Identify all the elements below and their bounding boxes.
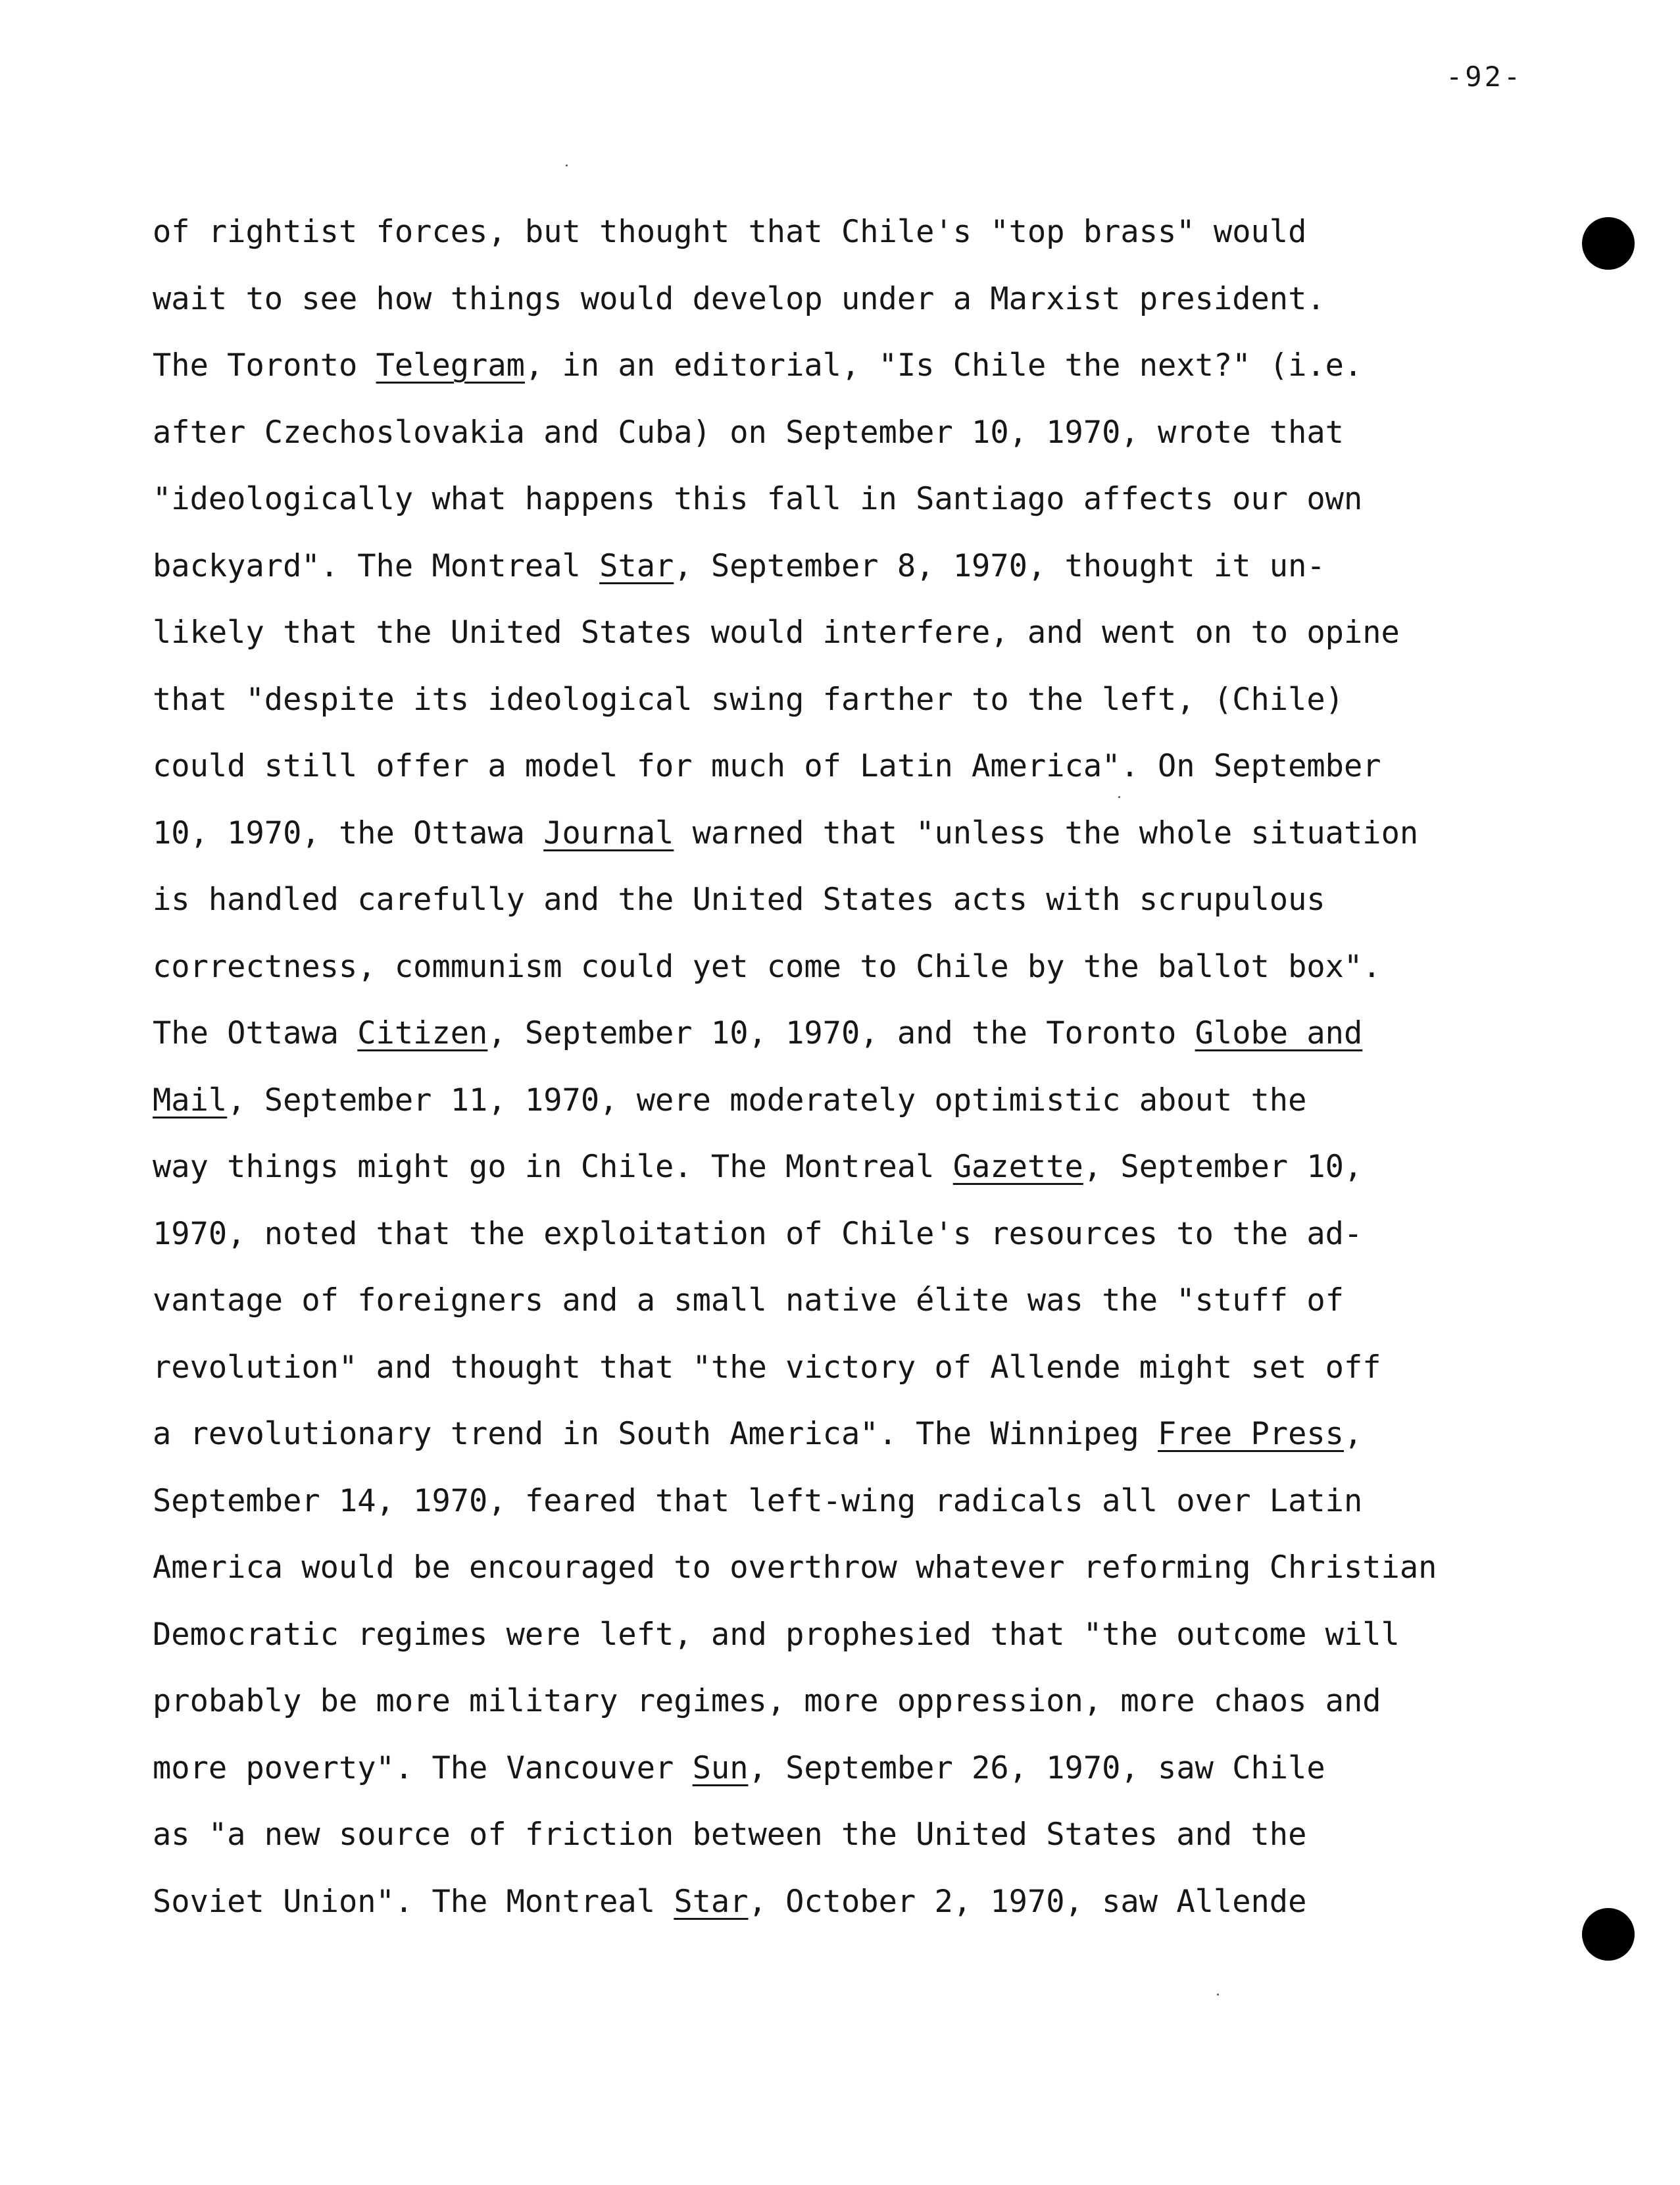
text-line: [153, 677, 1560, 744]
text-line: [153, 1211, 1560, 1278]
text-segment: , October 2, 1970, saw Allende: [748, 1883, 1307, 1920]
page-number: -92-: [1446, 61, 1523, 93]
text-line: [153, 209, 1560, 276]
text-segment: likely that the United States would interfere, and went on to opine: [153, 615, 1400, 651]
text-segment: ,: [1343, 1416, 1363, 1452]
text-segment: , September 26, 1970, saw Chile: [748, 1749, 1325, 1786]
text-line: [153, 1879, 1560, 1946]
text-segment: as "a new source of friction between the United States and the: [153, 1817, 1307, 1853]
text-segment: after Czechoslovakia and Cuba) on September 10, 1970, wrote that: [153, 414, 1344, 451]
text-line: [153, 743, 1560, 811]
text-segment: way things might go in Chile. The Montreal: [153, 1149, 953, 1185]
text-segment: more poverty". The Vancouver: [153, 1749, 693, 1786]
text-line: [153, 1411, 1560, 1478]
text-segment: Democratic regimes were left, and prophesied that "the outcome will: [153, 1616, 1400, 1653]
publication-title: Journal: [543, 815, 674, 851]
text-segment: 1970, noted that the exploitation of Chile's resources to the ad-: [153, 1215, 1363, 1252]
text-segment: 10, 1970, the Ottawa: [153, 815, 544, 851]
punch-hole-bottom: [1582, 1908, 1635, 1961]
text-segment: The Toronto: [153, 347, 376, 384]
text-segment: vantage of foreigners and a small native élite was the "stuff of: [153, 1282, 1344, 1319]
text-segment: is handled carefully and the United States acts with scrupulous: [153, 882, 1325, 918]
publication-title: Telegram: [376, 347, 525, 384]
text-line: [153, 476, 1560, 543]
text-line: [153, 877, 1560, 944]
text-segment: backyard". The Montreal: [153, 547, 600, 584]
publication-title: Globe and: [1195, 1015, 1363, 1051]
text-line: [153, 1612, 1560, 1679]
scan-speck: [566, 164, 568, 166]
body-text: [153, 209, 1560, 1946]
text-segment: , September 10,: [1083, 1149, 1363, 1185]
text-segment: a revolutionary trend in South America". The Winnipeg: [153, 1416, 1158, 1452]
text-line: [153, 276, 1560, 343]
text-segment: warned that "unless the whole situation: [674, 815, 1419, 851]
text-line: [153, 944, 1560, 1011]
scan-speck: [1217, 1994, 1219, 1996]
publication-title: Free Press: [1158, 1416, 1344, 1452]
text-segment: correctness, communism could yet come to Chile by the ballot box".: [153, 948, 1381, 985]
publication-title: Citizen: [357, 1015, 488, 1051]
text-segment: , September 10, 1970, and the Toronto: [487, 1015, 1195, 1051]
text-line: [153, 1745, 1560, 1813]
text-segment: , September 8, 1970, thought it un-: [674, 547, 1325, 584]
text-line: [153, 1812, 1560, 1879]
publication-title: Gazette: [952, 1149, 1083, 1185]
text-line: [153, 1144, 1560, 1211]
publication-title: Mail: [153, 1082, 228, 1118]
text-segment: revolution" and thought that "the victory of Allende might set off: [153, 1349, 1381, 1386]
text-segment: America would be encouraged to overthrow whatever reforming Christian: [153, 1549, 1437, 1586]
publication-title: Star: [674, 1883, 749, 1920]
text-segment: , in an editorial, "Is Chile the next?" (i.e.: [524, 347, 1363, 384]
text-line: [153, 1678, 1560, 1745]
text-line: [153, 1478, 1560, 1545]
text-segment: that "despite its ideological swing farther to the left, (Chile): [153, 681, 1344, 718]
text-line: [153, 543, 1560, 611]
text-segment: wait to see how things would develop under a Marxist president.: [153, 280, 1325, 317]
text-segment: Soviet Union". The Montreal: [153, 1883, 674, 1920]
text-line: [153, 1545, 1560, 1612]
punch-hole-top: [1582, 217, 1635, 270]
text-line: [153, 1011, 1560, 1078]
text-line: [153, 410, 1560, 477]
text-segment: The Ottawa: [153, 1015, 358, 1051]
publication-title: Star: [599, 547, 674, 584]
text-line: [153, 811, 1560, 878]
text-segment: , September 11, 1970, were moderately optimistic about the: [227, 1082, 1307, 1118]
text-segment: probably be more military regimes, more oppression, more chaos and: [153, 1683, 1381, 1719]
text-segment: could still offer a model for much of Latin America". On September: [153, 748, 1381, 784]
text-line: [153, 1078, 1560, 1145]
text-line: [153, 1278, 1560, 1345]
text-segment: September 14, 1970, feared that left-wing radicals all over Latin: [153, 1482, 1363, 1519]
text-line: [153, 610, 1560, 677]
text-line: [153, 343, 1560, 410]
text-segment: of rightist forces, but thought that Chile's "top brass" would: [153, 214, 1307, 250]
text-line: [153, 1345, 1560, 1412]
publication-title: Sun: [692, 1749, 749, 1786]
text-segment: "ideologically what happens this fall in Santiago affects our own: [153, 481, 1363, 517]
